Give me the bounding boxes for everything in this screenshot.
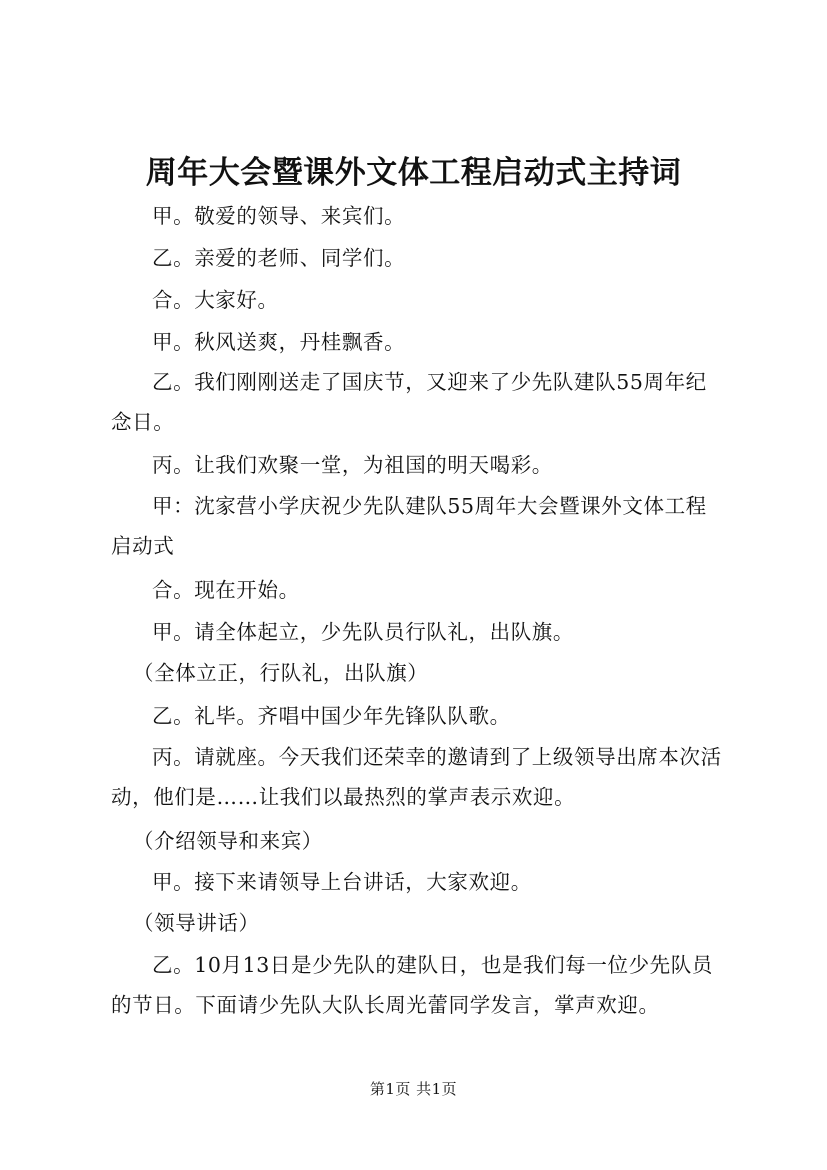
paragraph: 甲。敬爱的领导、来宾们。 — [152, 204, 406, 228]
paragraph: 甲。秋风送爽，丹桂飘香。 — [152, 330, 406, 354]
paragraph: 乙。礼毕。齐唱中国少年先锋队队歌。 — [152, 704, 511, 728]
paragraph: 丙。让我们欢聚一堂，为祖国的明天喝彩。 — [152, 453, 553, 477]
paragraph: 乙。我们刚刚送走了国庆节，又迎来了少先队建队55周年纪念日。 — [111, 370, 707, 434]
page-number-footer: 第1页 共1页 — [369, 1080, 458, 1098]
paragraph: 合。大家好。 — [152, 288, 279, 312]
stage-direction: （全体立正，行队礼，出队旗） — [133, 661, 429, 685]
paragraph: 乙。亲爱的老师、同学们。 — [152, 246, 406, 270]
paragraph: 甲：沈家营小学庆祝少先队建队55周年大会暨课外文体工程启动式 — [111, 494, 707, 558]
paragraph: 乙。10月13日是少先队的建队日，也是我们每一位少先队员的节日。下面请少先队大队长周光蕾同学发言，掌声欢迎。 — [111, 953, 713, 1017]
paragraph: 丙。请就座。今天我们还荣幸的邀请到了上级领导出席本次活动，他们是……让我们以最热烈的掌声表示欢迎。 — [111, 745, 722, 809]
document-title: 周年大会暨课外文体工程启动式主持词 — [145, 155, 682, 191]
stage-direction: （领导讲话） — [133, 911, 260, 935]
stage-direction: （介绍领导和来宾） — [133, 829, 323, 853]
paragraph: 甲。接下来请领导上台讲话，大家欢迎。 — [152, 870, 532, 894]
paragraph: 甲。请全体起立，少先队员行队礼，出队旗。 — [152, 620, 574, 644]
paragraph: 合。现在开始。 — [152, 578, 300, 602]
